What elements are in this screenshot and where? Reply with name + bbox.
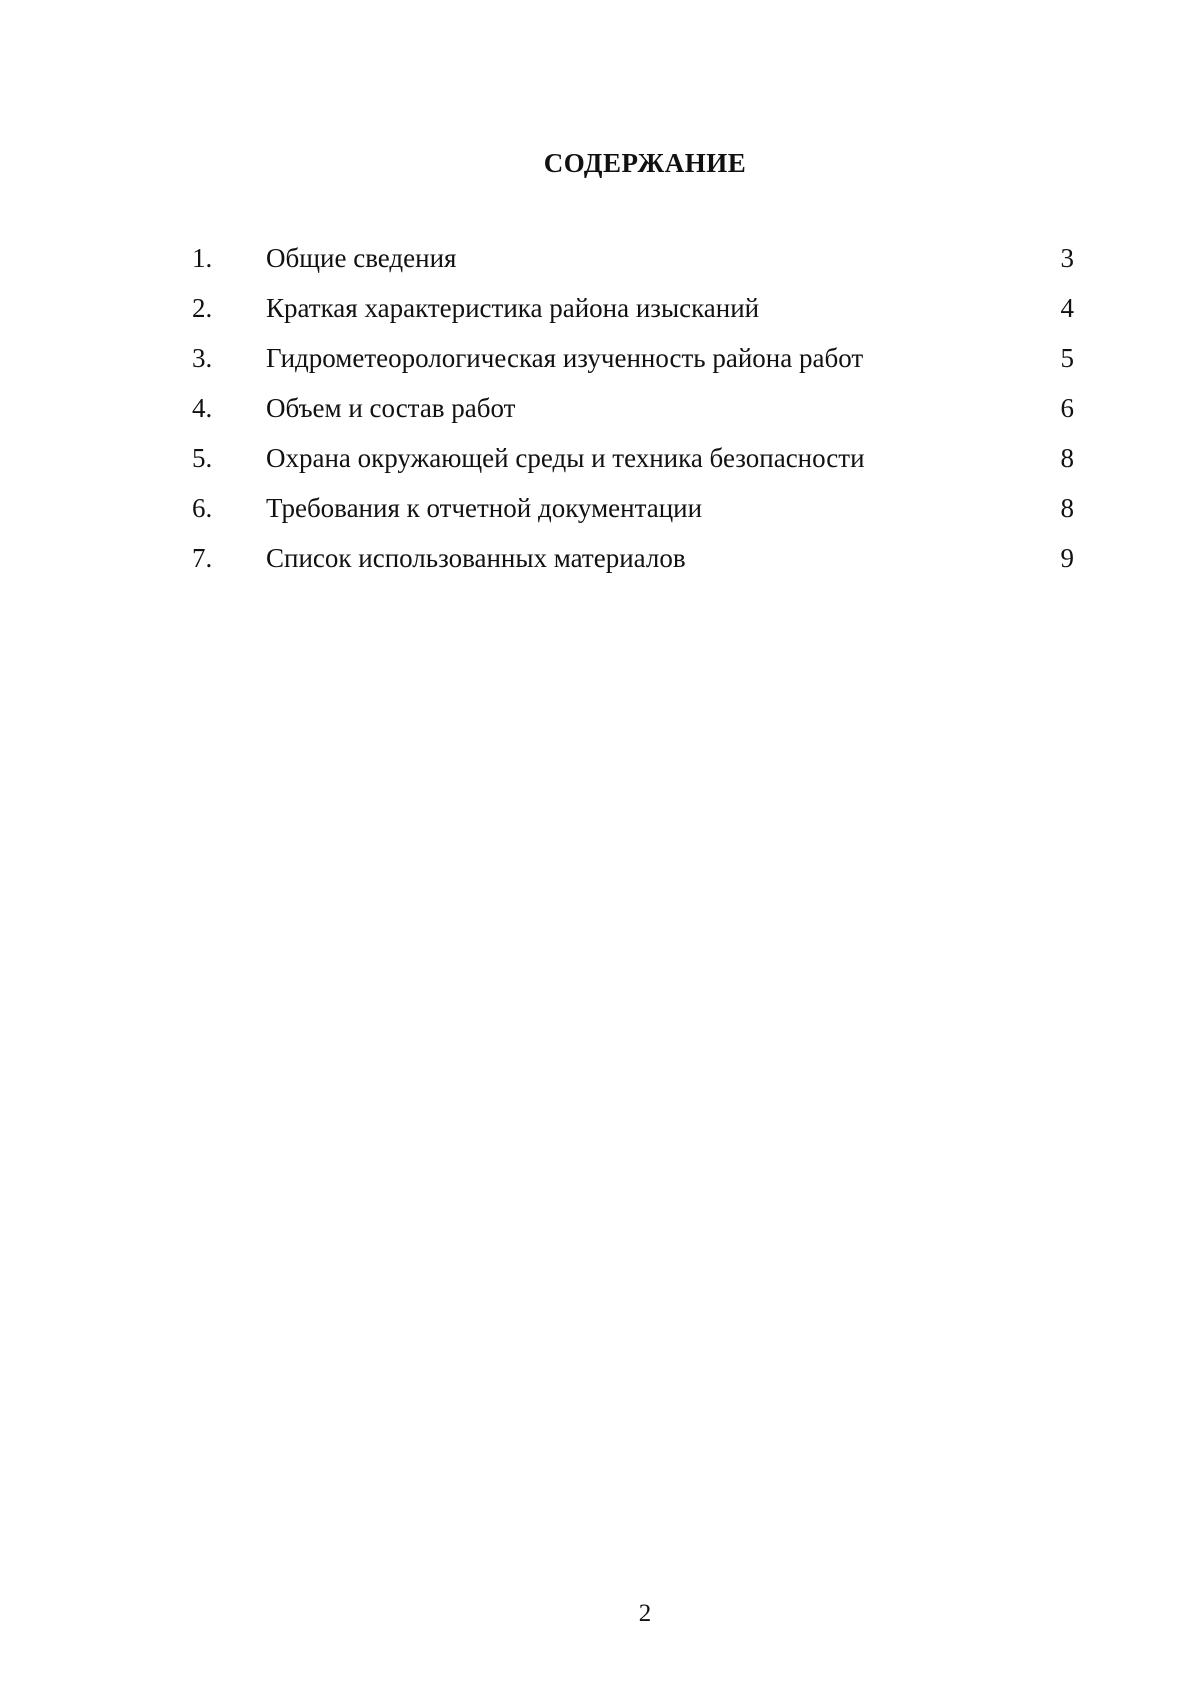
- toc-item-page: 4: [1060, 293, 1074, 323]
- toc-item-title: Охрана окружающей среды и техника безопасности: [266, 443, 865, 473]
- toc-item-title: Гидрометеорологическая изученность района работ: [266, 343, 864, 373]
- toc-title: СОДЕРЖАНИЕ: [543, 148, 747, 178]
- toc-item-number: 3.: [192, 343, 213, 373]
- toc-item-title: Список использованных материалов: [266, 543, 686, 573]
- toc-item-number: 6.: [192, 493, 213, 523]
- toc-item-number: 2.: [192, 293, 213, 323]
- toc-item-page: 6: [1060, 393, 1074, 423]
- toc-item-number: 1.: [192, 243, 213, 273]
- toc-item-number: 5.: [192, 443, 213, 473]
- toc-item-title: Краткая характеристика района изысканий: [266, 293, 760, 323]
- toc-item: [192, 443, 1074, 493]
- toc-item: [192, 293, 1074, 343]
- toc-item: [192, 493, 1074, 543]
- toc-item-title: Требования к отчетной документации: [266, 493, 703, 523]
- toc-item-number: 4.: [192, 393, 213, 423]
- toc-item-page: 8: [1060, 443, 1074, 473]
- toc-item-title: Объем и состав работ: [266, 393, 516, 423]
- toc-item: [192, 543, 1074, 593]
- table-of-contents: [192, 243, 1074, 593]
- toc-item-page: 5: [1060, 343, 1074, 373]
- toc-item-number: 7.: [192, 543, 213, 573]
- page-number: 2: [638, 1600, 652, 1627]
- toc-item-page: 3: [1060, 243, 1074, 273]
- toc-item: [192, 393, 1074, 443]
- toc-item: [192, 343, 1074, 393]
- toc-item-title: Общие сведения: [266, 243, 457, 273]
- toc-item-page: 8: [1060, 493, 1074, 523]
- toc-item: [192, 243, 1074, 293]
- toc-item-page: 9: [1060, 543, 1074, 573]
